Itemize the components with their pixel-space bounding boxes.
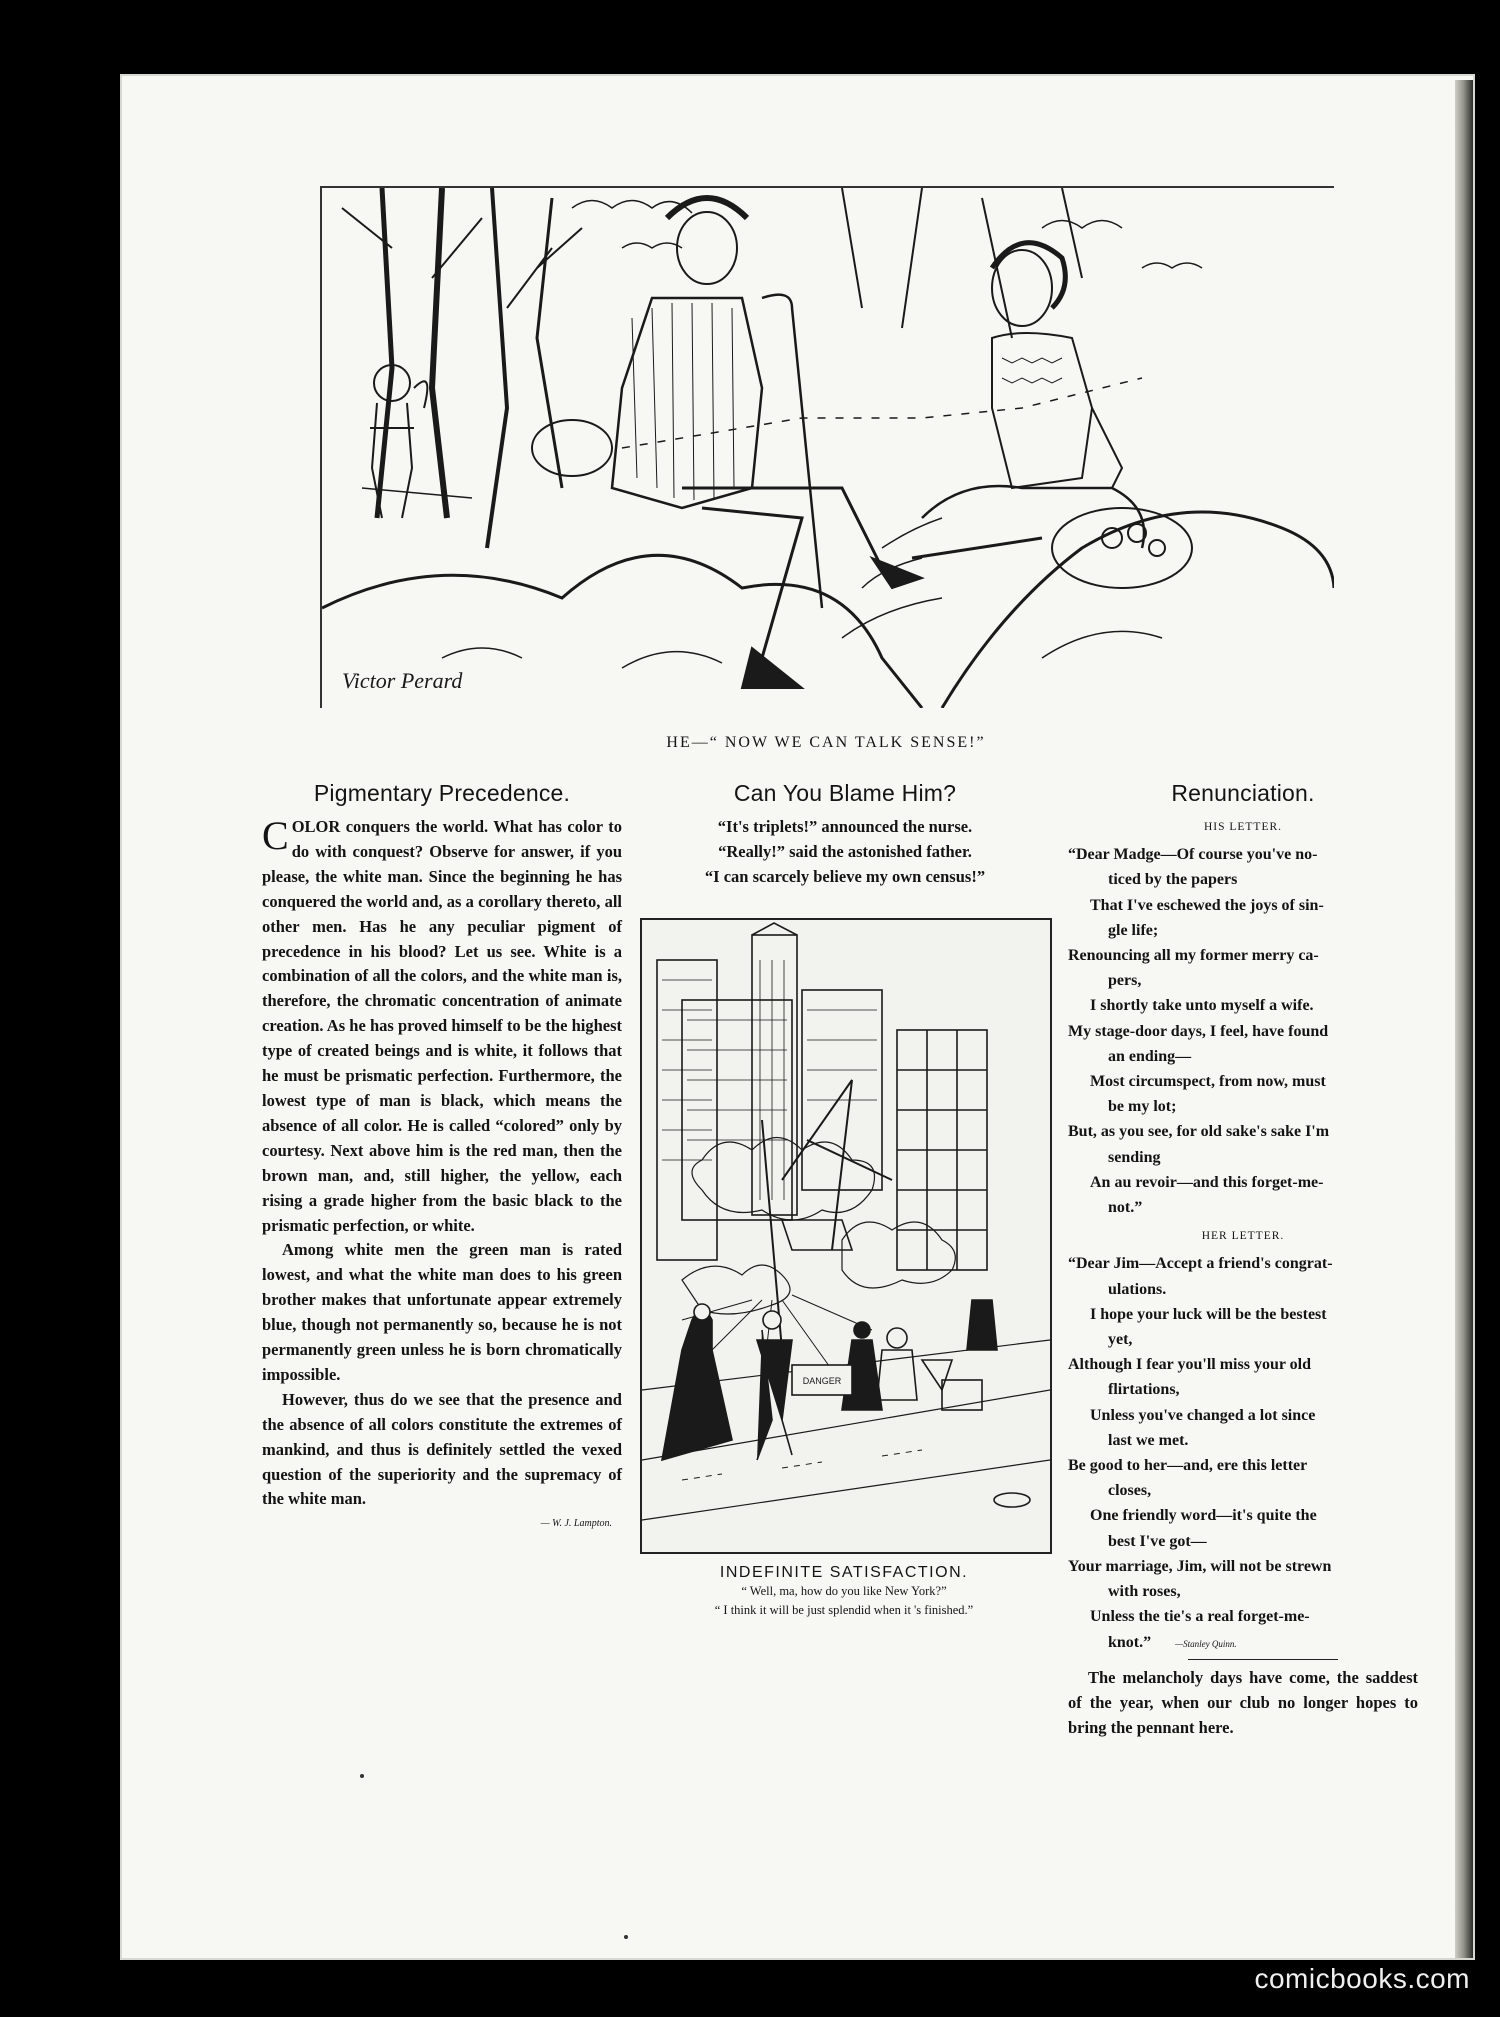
paragraph: The melancholy days have come, the saddest of the year, when our club no longer hopes to bring the pennant here. xyxy=(1068,1667,1418,1737)
article-can-you-blame-him xyxy=(640,780,1050,890)
poem-line: Unless the tie's a real forget-me- xyxy=(1090,1608,1310,1626)
joke-line: “I can scarcely believe my own census!” xyxy=(704,866,986,886)
top-illustration xyxy=(320,186,1334,708)
paragraph: Among white men the green man is rated lowest, and what the white man does to his green brother makes that unfortunate appear extremely blue, though not permanently so, because he is not permanently green unless he is born chromatically impossible. xyxy=(262,1240,622,1384)
joke-line: “It's triplets!” announced the nurse. xyxy=(717,817,973,836)
article-body xyxy=(262,815,622,1512)
ink-speck xyxy=(624,1935,628,1939)
ink-speck xyxy=(360,1774,364,1778)
poem-line: with roses, xyxy=(1108,1583,1181,1601)
poem xyxy=(1068,815,1418,1660)
poem-line: But, as you see, for old sake's sake I'm xyxy=(1068,1123,1330,1141)
caption-title: INDEFINITE SATISFACTION. xyxy=(719,1564,969,1581)
poem-line: be my lot; xyxy=(1108,1098,1177,1116)
article-title: Renunciation. xyxy=(1171,780,1315,806)
poem-line: I hope your luck will be the bestest xyxy=(1090,1305,1327,1323)
poem-line: not.” xyxy=(1108,1199,1143,1217)
site-watermark: comicbooks.com xyxy=(1254,1963,1470,1994)
poem-line: sending xyxy=(1108,1148,1161,1166)
her-letter-heading: HER LETTER. xyxy=(1201,1230,1285,1243)
drop-cap: C xyxy=(262,813,289,858)
poem-signature: —Stanley Quinn. xyxy=(1175,1638,1237,1649)
paragraph xyxy=(262,815,622,1238)
poem-line: closes, xyxy=(1108,1482,1152,1500)
paragraph-text: OLOR conquers the world. What has color to do with conquest? Observe for answer, if you please, the white man. Since the beginning he has conquered the world and, as a corollary thereto, all other men. Has he any peculiar pigment of precedence in his blood? Let us see. White is a combination of all the colors, and the white man is, therefore, the chromatic concentration of animate creation. As he has proved himself to be the highest type of created beings and is white, it follows that he must be prismatic perfection. Furthermore, the lowest type of man is black, which means the absence of all color. He is called “colored” only by courtesy. Next above him is the red man, then the brown man, and, still higher, the yellow, each rising a grade higher from the basic black to the prismatic perfection, or white. xyxy=(262,817,622,1235)
joke-line: “Really!” said the astonished father. xyxy=(718,841,972,861)
poem-line: ticed by the papers xyxy=(1108,871,1238,889)
city-construction-illustration xyxy=(640,918,1052,1554)
poem-line: “Dear Jim—Accept a friend's congrat- xyxy=(1068,1255,1333,1273)
poem-line: Renouncing all my former merry ca- xyxy=(1068,947,1319,965)
page-edge xyxy=(1455,80,1473,1958)
poem-line: pers, xyxy=(1108,972,1142,990)
joke-lines xyxy=(640,815,1050,890)
poem-line: Be good to her—and, ere this letter xyxy=(1068,1457,1308,1475)
artist-signature: Victor Perard xyxy=(342,668,463,693)
his-letter-heading: HIS LETTER. xyxy=(1203,821,1283,833)
poem-line: My stage-door days, I feel, have found xyxy=(1068,1022,1329,1040)
caption-line: “ I think it will be just splendid when it 's finished.” xyxy=(714,1603,974,1617)
article-title: Can You Blame Him? xyxy=(733,780,957,806)
poem-line: gle life; xyxy=(1108,921,1159,939)
closing-joke xyxy=(1068,1666,1418,1741)
poem-line: flirtations, xyxy=(1108,1381,1180,1399)
poem-line: That I've eschewed the joys of sin- xyxy=(1090,896,1324,914)
article-renunciation xyxy=(1068,780,1418,1740)
poem-line: yet, xyxy=(1108,1331,1133,1349)
poem-line: One friendly word—it's quite the xyxy=(1090,1507,1317,1525)
poem-line: an ending— xyxy=(1108,1047,1192,1065)
author-attribution: — W. J. Lampton. xyxy=(540,1518,612,1530)
divider-rule xyxy=(1188,1659,1338,1660)
article-title: Pigmentary Precedence. xyxy=(313,780,571,806)
paragraph: However, thus do we see that the presence and the absence of all colors constitute the extremes of mankind, and thus is definitely settled the vexed question of the superiority and the supremacy of the white man. xyxy=(262,1389,622,1509)
danger-sign-text: DANGER xyxy=(802,1376,842,1386)
poem-line: “Dear Madge—Of course you've no- xyxy=(1068,846,1318,864)
poem-line: last we met. xyxy=(1108,1431,1189,1449)
top-caption: HE—“ NOW WE CAN TALK SENSE!” xyxy=(666,734,986,751)
poem-line: best I've got— xyxy=(1108,1532,1207,1550)
poem-line: Most circumspect, from now, must xyxy=(1090,1073,1326,1091)
poem-line: ulations. xyxy=(1108,1280,1167,1298)
illustration-caption xyxy=(632,1564,1056,1620)
caption-line: “ Well, ma, how do you like New York?” xyxy=(741,1584,947,1598)
poem-line: I shortly take unto myself a wife. xyxy=(1090,997,1314,1015)
poem-line: An au revoir—and this forget-me- xyxy=(1090,1173,1324,1191)
poem-line-text: knot.” xyxy=(1108,1633,1152,1651)
poem-line-last xyxy=(1068,1630,1418,1657)
article-pigmentary-precedence xyxy=(262,780,622,1529)
poem-line: Although I fear you'll miss your old xyxy=(1068,1356,1312,1374)
poem-line: Unless you've changed a lot since xyxy=(1090,1406,1316,1424)
poem-line: Your marriage, Jim, will not be strewn xyxy=(1068,1557,1332,1575)
